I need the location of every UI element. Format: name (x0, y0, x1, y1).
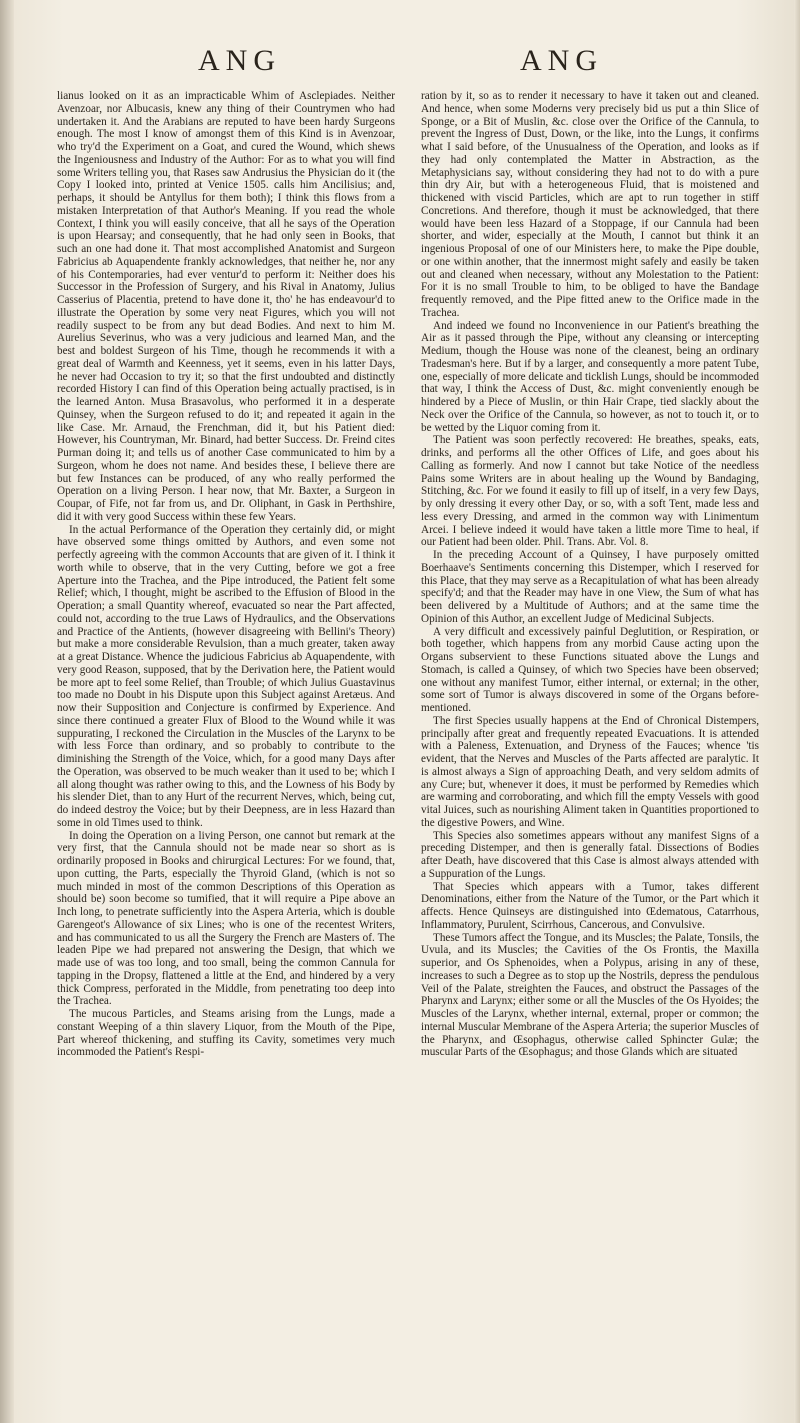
paragraph: These Tumors affect the Tongue, and its Muscles; the Palate, Tonsils, the Uvula, and its Muscles; the Cavities of the Os Frontis, the Maxilla superior, and Os Sphenoides, when a Polypus, arising in any of these, increases to such a Degree as to stop up the Nostrils, depress the pendulous Veil of the Palate, streighten the Fauces, and obstruct the Passages of the Pharynx and Larynx; either some or all the Muscles of the Os Hyoides; the Muscles of the Larynx, whether internal, external, proper or common; the internal Muscular Membrane of the Aspera Arteria; the superior Muscles of the Pharynx, and Œsophagus, otherwise called Sphincter Gulæ; the muscular Parts of the Œsophagus; and those Glands which are situated (421, 931, 759, 1059)
paragraph: That Species which appears with a Tumor, takes different Denominations, either from the Nature of the Tumor, or the Part which it affects. Hence Quinseys are distinguished into Œdematous, Catarrhous, Inflammatory, Purulent, Scirrhous, Cancerous, and Convulsive. (421, 880, 759, 931)
paragraph: In doing the Operation on a living Person, one cannot but remark at the very first, that the Cannula should not be made near so short as is ordinarily proposed in Books and chirurgical Lectures: For we found, that, upon cutting, the Parts, especially the Thyroid Gland, (which is not so much minded in most of the common Descriptions of this Operation as should be) soon become so tumified, that it will require a Pipe above an Inch long, to penetrate sufficiently into the Aspera Arteria, which is double Garengeot's Allowance of six Lines; who is one of the recentest Writers, and has communicated to us all the Surgery the French are Masters of. The leaden Pipe we had prepared not answering the Design, that which we made use of was too long, and too small, being the common Cannula for tapping in the Dropsy, flattened a little at the End, and hindered by a very thick Compress, perforated in the Middle, from penetrating too deep into the Trachea. (57, 829, 395, 1008)
paragraph: ration by it, so as to render it necessary to have it taken out and cleaned. And hence, when some Moderns very precisely bid us put a thin Slice of Sponge, or a Bit of Muslin, &c. close over the Orifice of the Cannula, to prevent the Ingress of Dust, Down, or the like, into the Lungs, it confirms what I said before, of the Unusualness of the Operation, and looks as if they had only contemplated the Matter in Abstraction, as the Metaphysicians say, without considering they had not to do with a pure thin dry Air, but with a heterogeneous Fluid, that is moistened and thickened with viscid Particles, which are apt to run together in stiff Concretions. And therefore, though it must be acknowledged, that there would have been less Hazard of a Stoppage, if our Cannula had been shorter, and wider, especially at the Mouth, I cannot but think it an ingenious Proposal of one of our Ministers here, to make the Pipe double, or one within another, that the innermost might safely and easily be taken out and cleaned when necessary, without any Molestation to the Patient: For it is no small Trouble to him, to be obliged to have the Bandage frequently removed, and the Pipe fitted anew to the Orifice made in the Trachea. (421, 90, 759, 319)
right-text-column (421, 90, 759, 1400)
page-edge-shadow (794, 0, 800, 1423)
paragraph: The Patient was soon perfectly recovered: He breathes, speaks, eats, drinks, and performs all the other Offices of Life, and goes about his Calling as formerly. And now I cannot but take Notice of the needless Pains some Writers are in about healing up the Wound by Bandaging, Stitching, &c. For we found it easily to fill up of itself, in a very few Days, by only dressing it every other Day, or so, with a soft Tent, made less and less every Dressing, and armed in the common way with Linimentum Arcei. I believe indeed it would have taken a little more Time to heal, if our Patient had been older. Phil. Trans. Abr. Vol. 8. (421, 434, 759, 549)
paragraph: In the preceding Account of a Quinsey, I have purposely omitted Boerhaave's Sentiments concerning this Distemper, which I reserved for this Place, that they may serve as a Recapitulation of what has been already specify'd; and that the Reader may have in one View, the Sum of what has been delivered by a Multitude of Authors; and at the same time the Opinion of this Author, an excellent Judge of Medicinal Subjects. (421, 549, 759, 625)
paragraph: And indeed we found no Inconvenience in our Patient's breathing the Air as it passed through the Pipe, without any cleansing or intercepting Medium, though the House was none of the cleanest, being an ordinary Tradesman's here. But if by a larger, and consequently a more patent Tube, one, especially of more delicate and ticklish Lungs, should be incommoded that way, I think the Access of Dust, &c. might conveniently enough be hindered by a Piece of Muslin, or thin Hair Crape, tied slackly about the Neck over the Orifice of the Cannula, so however, as not to touch it, or to be wetted by the Liquor coming from it. (421, 319, 759, 434)
running-header (0, 44, 800, 84)
paragraph: The first Species usually happens at the End of Chronical Distempers, principally after great and frequently repeated Evacuations. It is attended with a Paleness, Extenuation, and Dryness of the Fauces; whence 'tis evident, that the Nerves and Muscles of the Parts affected are paralytic. It is almost always a Sign of approaching Death, and very seldom admits of any Cure; but, whenever it does, it must be performed by Remedies which are warming and corroborating, and which fill the empty Vessels with good vital Juices, such as nourishing Aliment taken in Quantities proportioned to the digestive Powers, and Wine. (421, 714, 759, 829)
running-head-right: ANG (520, 44, 603, 77)
left-text-column (57, 90, 395, 1400)
running-head-left: ANG (198, 44, 281, 77)
page-spine-shadow (0, 0, 14, 1423)
paragraph: In the actual Performance of the Operation they certainly did, or might have observed some things omitted by Authors, and even some not perfectly agreeing with the common Accounts that are given of it. I think it worth while to observe, that in the very Cutting, before we got a free Aperture into the Trachea, and the Pipe introduced, the Patient felt some Relief; which, I thought, might be ascribed to the Effusion of Blood in the Operation; a small Quantity whereof, evacuated so near the Part affected, could not, according to the true Laws of Hydraulics, and the Observations and Practice of the Antients, (however disagreeing with Bellini's Theory) but make a more considerable Revulsion, than a much greater, taken away at a great Distance. Whence the judicious Fabricius ab Aquapendente, with very good Reason, supposed, that by the Derivation here, the Patient would be more apt to feel some Relief, than Trouble; of which Julius Guastavinus too made no Doubt in his Dispute upon this Subject against Aretæus. And now their Supposition and Conjecture is confirmed by Experience. And since there continued a greater Flux of Blood to the Wound while it was suppurating, I reckoned the Circulation in the Muscles of the Larynx to be with less Force than ordinary, and so probably to contribute to the diminishing the Strength of the Voice, which, for a good many Days after the Operation, was observed to be much weaker than it used to be; which I all along thought was rather owing to this, and the Lowness of his Body by his slender Diet, than to any Hurt of the recurrent Nerves, which, being cut, do indeed destroy the Voice; but by their Deepness, are in less Hazard than some in old Times used to think. (57, 523, 395, 829)
paragraph: This Species also sometimes appears without any manifest Signs of a preceding Distemper, and then is generally fatal. Dissections of Bodies after Death, have discovered that this Case is almost always attended with a Suppuration of the Lungs. (421, 829, 759, 880)
paragraph: lianus looked on it as an impracticable Whim of Asclepiades. Neither Avenzoar, nor Albucasis, knew any thing of their Countrymen who had undertaken it. And the Arabians are reputed to have been hardy Surgeons enough. The most I know of amongst them of this Kind is in Avenzoar, who try'd the Experiment on a Goat, and cured the Wound, which shews the Ingeniousness and Industry of the Author: For as to what you will find some Writers telling you, that Rases saw Andrusius the Physician do it (the Copy I looked into, printed at Venice 1505. calls him Ancilisius; and, perhaps, it should be Antyllus for them both); I think this flows from a mistaken Interpretation of that Author's Meaning. If you read the whole Context, I think you will easily conceive, that all he says of the Operation is upon Hearsay; and consequently, that he had only seen in Books, that such an one had done it. That most accomplished Anatomist and Surgeon Fabricius ab Aquapendente frankly acknowledges, that neither he, nor any of his Contemporaries, had ever ventur'd to perform it: Neither does his Successor in the Profession of Surgery, and his Rival in Anatomy, Julius Casserius of Placentia, pretend to have done it, tho' he has endeavour'd to illustrate the Operation by some very neat Figures, which you will not readily suspect to be from any but dead Bodies. And next to him M. Aurelius Severinus, who was a very judicious and learned Man, and the best and boldest Surgeon of his Time, though he recommends it with a great deal of Warmth and Keenness, yet it seems, even in his latter Days, he never had Occasion to try it; so that the first undoubted and distinctly recorded History I can find of this Operation being actually practised, is in the learned Anton. Musa Brasavolus, who performed it in a desperate Quinsey, when the Surgeon refused to do it; and repeated it again in the like Case. Mr. Arnaud, the Frenchman, did it, but his Patient died: However, his Countryman, Mr. Binard, had better Success. Dr. Freind cites Purman doing it; and tells us of another Case communicated to him by a Surgeon, whom he does not name. And besides these, I believe there are but few Instances can be produced, of any who really performed the Operation on a living Person. I hear now, that Mr. Baxter, a Surgeon in Coupar, of Fife, not far from us, and Dr. Oliphant, in Gask in Perthshire, did it with very good Success within these few Years. (57, 90, 395, 523)
paragraph: A very difficult and excessively painful Deglutition, or Respiration, or both together, which happens from any morbid Cause acting upon the Organs subservient to these Functions situated above the Lungs and Stomach, is called a Quinsey, of which two Species have been observed; one without any manifest Tumor, either internal, or external; in the other, some sort of Tumor is always discovered in some of the Organs before-mentioned. (421, 625, 759, 714)
paragraph: The mucous Particles, and Steams arising from the Lungs, made a constant Weeping of a thin slavery Liquor, from the Mouth of the Pipe, Part whereof thickening, and stuffing its Cavity, sometimes very much incommoded the Patient's Respi- (57, 1008, 395, 1059)
